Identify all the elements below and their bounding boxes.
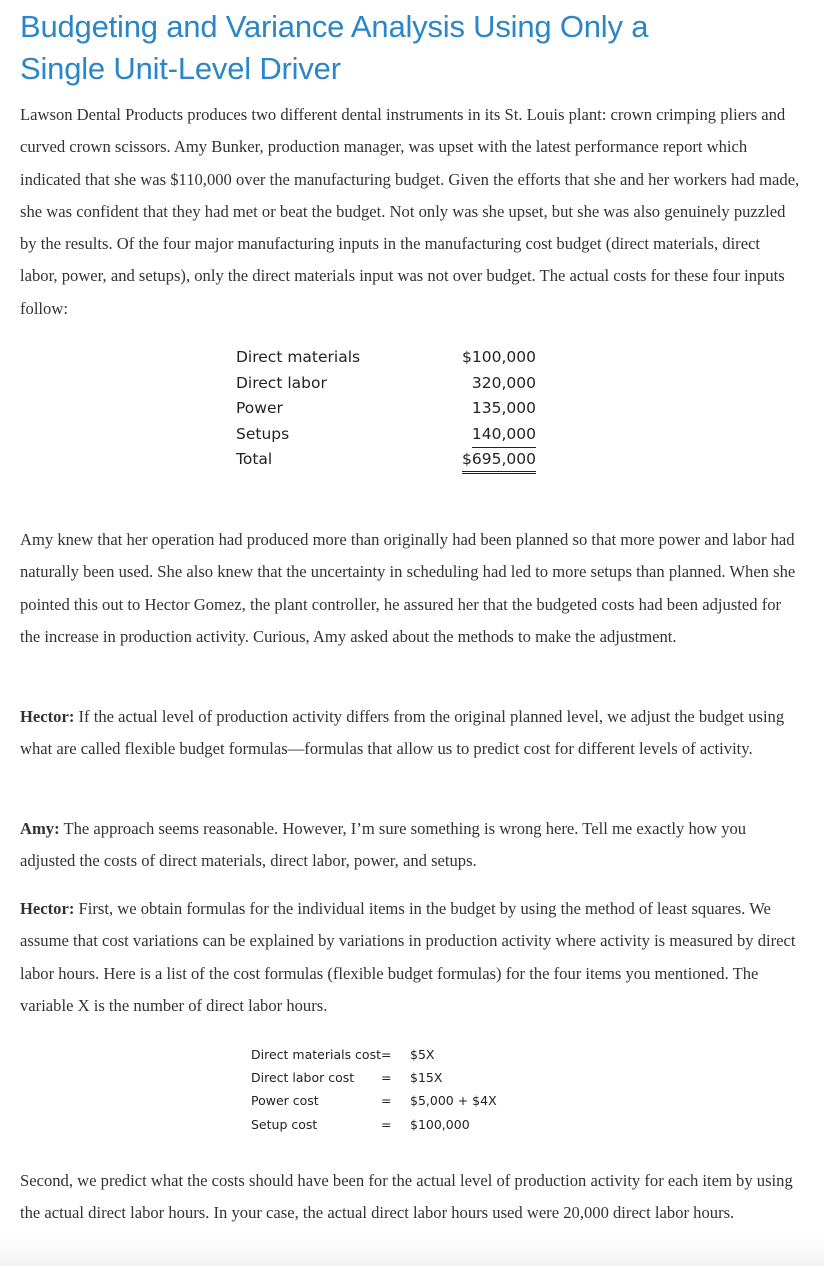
dialogue-text: If the actual level of production activity differs from the original planned level, we adjust the budget using what are called flexible budget formulas—formulas that allow us to predict cost for different levels of activity. xyxy=(20,707,785,759)
formula-row xyxy=(251,1045,497,1068)
cost-label: Direct materials xyxy=(236,348,361,366)
table-row xyxy=(236,346,536,372)
paragraph-amy-knew: Amy knew that her operation had produced more than originally had been planned so that more power and labor had naturally been used. She also knew that the uncertainty in scheduling had led to more setups than planned. When she pointed this out to Hector Gomez, the plant controller, he assured her that the budgeted costs had been adjusted for the increase in production activity. Curious, Amy asked about the methods to make the adjustment. xyxy=(20,530,796,646)
speaker-label: Hector: xyxy=(20,899,75,918)
paragraph-hector-2 xyxy=(20,893,800,1022)
formula-value: $100,000 xyxy=(410,1116,470,1132)
formula-label: Setup cost xyxy=(251,1116,318,1132)
formula-label: Direct labor cost xyxy=(251,1070,355,1086)
formula-row xyxy=(251,1091,497,1114)
table-row xyxy=(236,423,536,449)
table-row-total xyxy=(236,448,536,474)
formula-label: Power cost xyxy=(251,1093,319,1109)
cost-formulas-table xyxy=(251,1045,497,1138)
dialogue-text: First, we obtain formulas for the individual items in the budget by using the method of least squares. We assume that cost variations can be explained by variations in production activity where activity is measured by direct labor hours. Here is a list of the cost formulas (flexible budget formulas) for the four items you mentioned. The variable X is the number of direct labor hours. xyxy=(20,899,796,1015)
cost-amount: $100,000 xyxy=(462,348,536,366)
paragraph-intro: Lawson Dental Products produces two different dental instruments in its St. Louis plant: crown crimping pliers and curved crown scissors. Amy Bunker, production manager, was upset with the latest performance report which indicated that she was $110,000 over the manufacturing budget. Given the efforts that she and her workers had made, she was confident that they had met or beat the budget. Not only was she upset, but she was also genuinely puzzled by the results. Of the four major manufacturing inputs in the manufacturing cost budget (direct materials, direct labor, power, and setups), only the direct materials input was not over budget. The actual costs for these four inputs follow: xyxy=(20,105,800,318)
formula-value: $15X xyxy=(410,1070,443,1086)
paragraph-second: Second, we predict what the costs should have been for the actual level of production activity for each item by using the actual direct labor hours. In your case, the actual direct labor hours used were 20,000 direct labor hours. xyxy=(20,1171,793,1223)
page-title xyxy=(20,6,810,90)
table-row xyxy=(236,372,536,398)
equals-sign: = xyxy=(381,1047,392,1062)
formula-row xyxy=(251,1115,497,1138)
paragraph-amy xyxy=(20,813,800,878)
dialogue-text: The approach seems reasonable. However, I’m sure something is wrong here. Tell me exactly how you adjusted the costs of direct materials, direct labor, power, and setups. xyxy=(20,819,747,871)
formula-value: $5,000 + $4X xyxy=(410,1093,497,1109)
formula-value: $5X xyxy=(410,1047,435,1062)
equals-sign: = xyxy=(381,1116,392,1132)
formula-label: Direct materials cost xyxy=(251,1047,381,1062)
cost-amount: 135,000 xyxy=(471,399,536,418)
cost-label: Power xyxy=(236,399,283,418)
cost-amount: 140,000 xyxy=(472,423,536,449)
title-line-1: Budgeting and Variance Analysis Using Only a xyxy=(20,9,649,44)
cost-label: Setups xyxy=(236,424,290,443)
cost-amount: 320,000 xyxy=(471,373,536,392)
title-line-2: Single Unit-Level Driver xyxy=(20,51,341,86)
equals-sign: = xyxy=(381,1093,392,1109)
formula-row xyxy=(251,1068,497,1091)
cost-amount-total: $695,000 xyxy=(462,448,536,474)
paragraph-hector-1 xyxy=(20,701,800,766)
equals-sign: = xyxy=(381,1070,392,1086)
speaker-label: Hector: xyxy=(20,707,75,726)
cost-label: Total xyxy=(236,450,273,469)
table-row xyxy=(236,397,536,423)
bottom-fade xyxy=(0,1236,824,1266)
speaker-label: Amy: xyxy=(20,819,60,838)
actual-costs-table xyxy=(236,346,536,474)
cost-label: Direct labor xyxy=(236,373,327,392)
